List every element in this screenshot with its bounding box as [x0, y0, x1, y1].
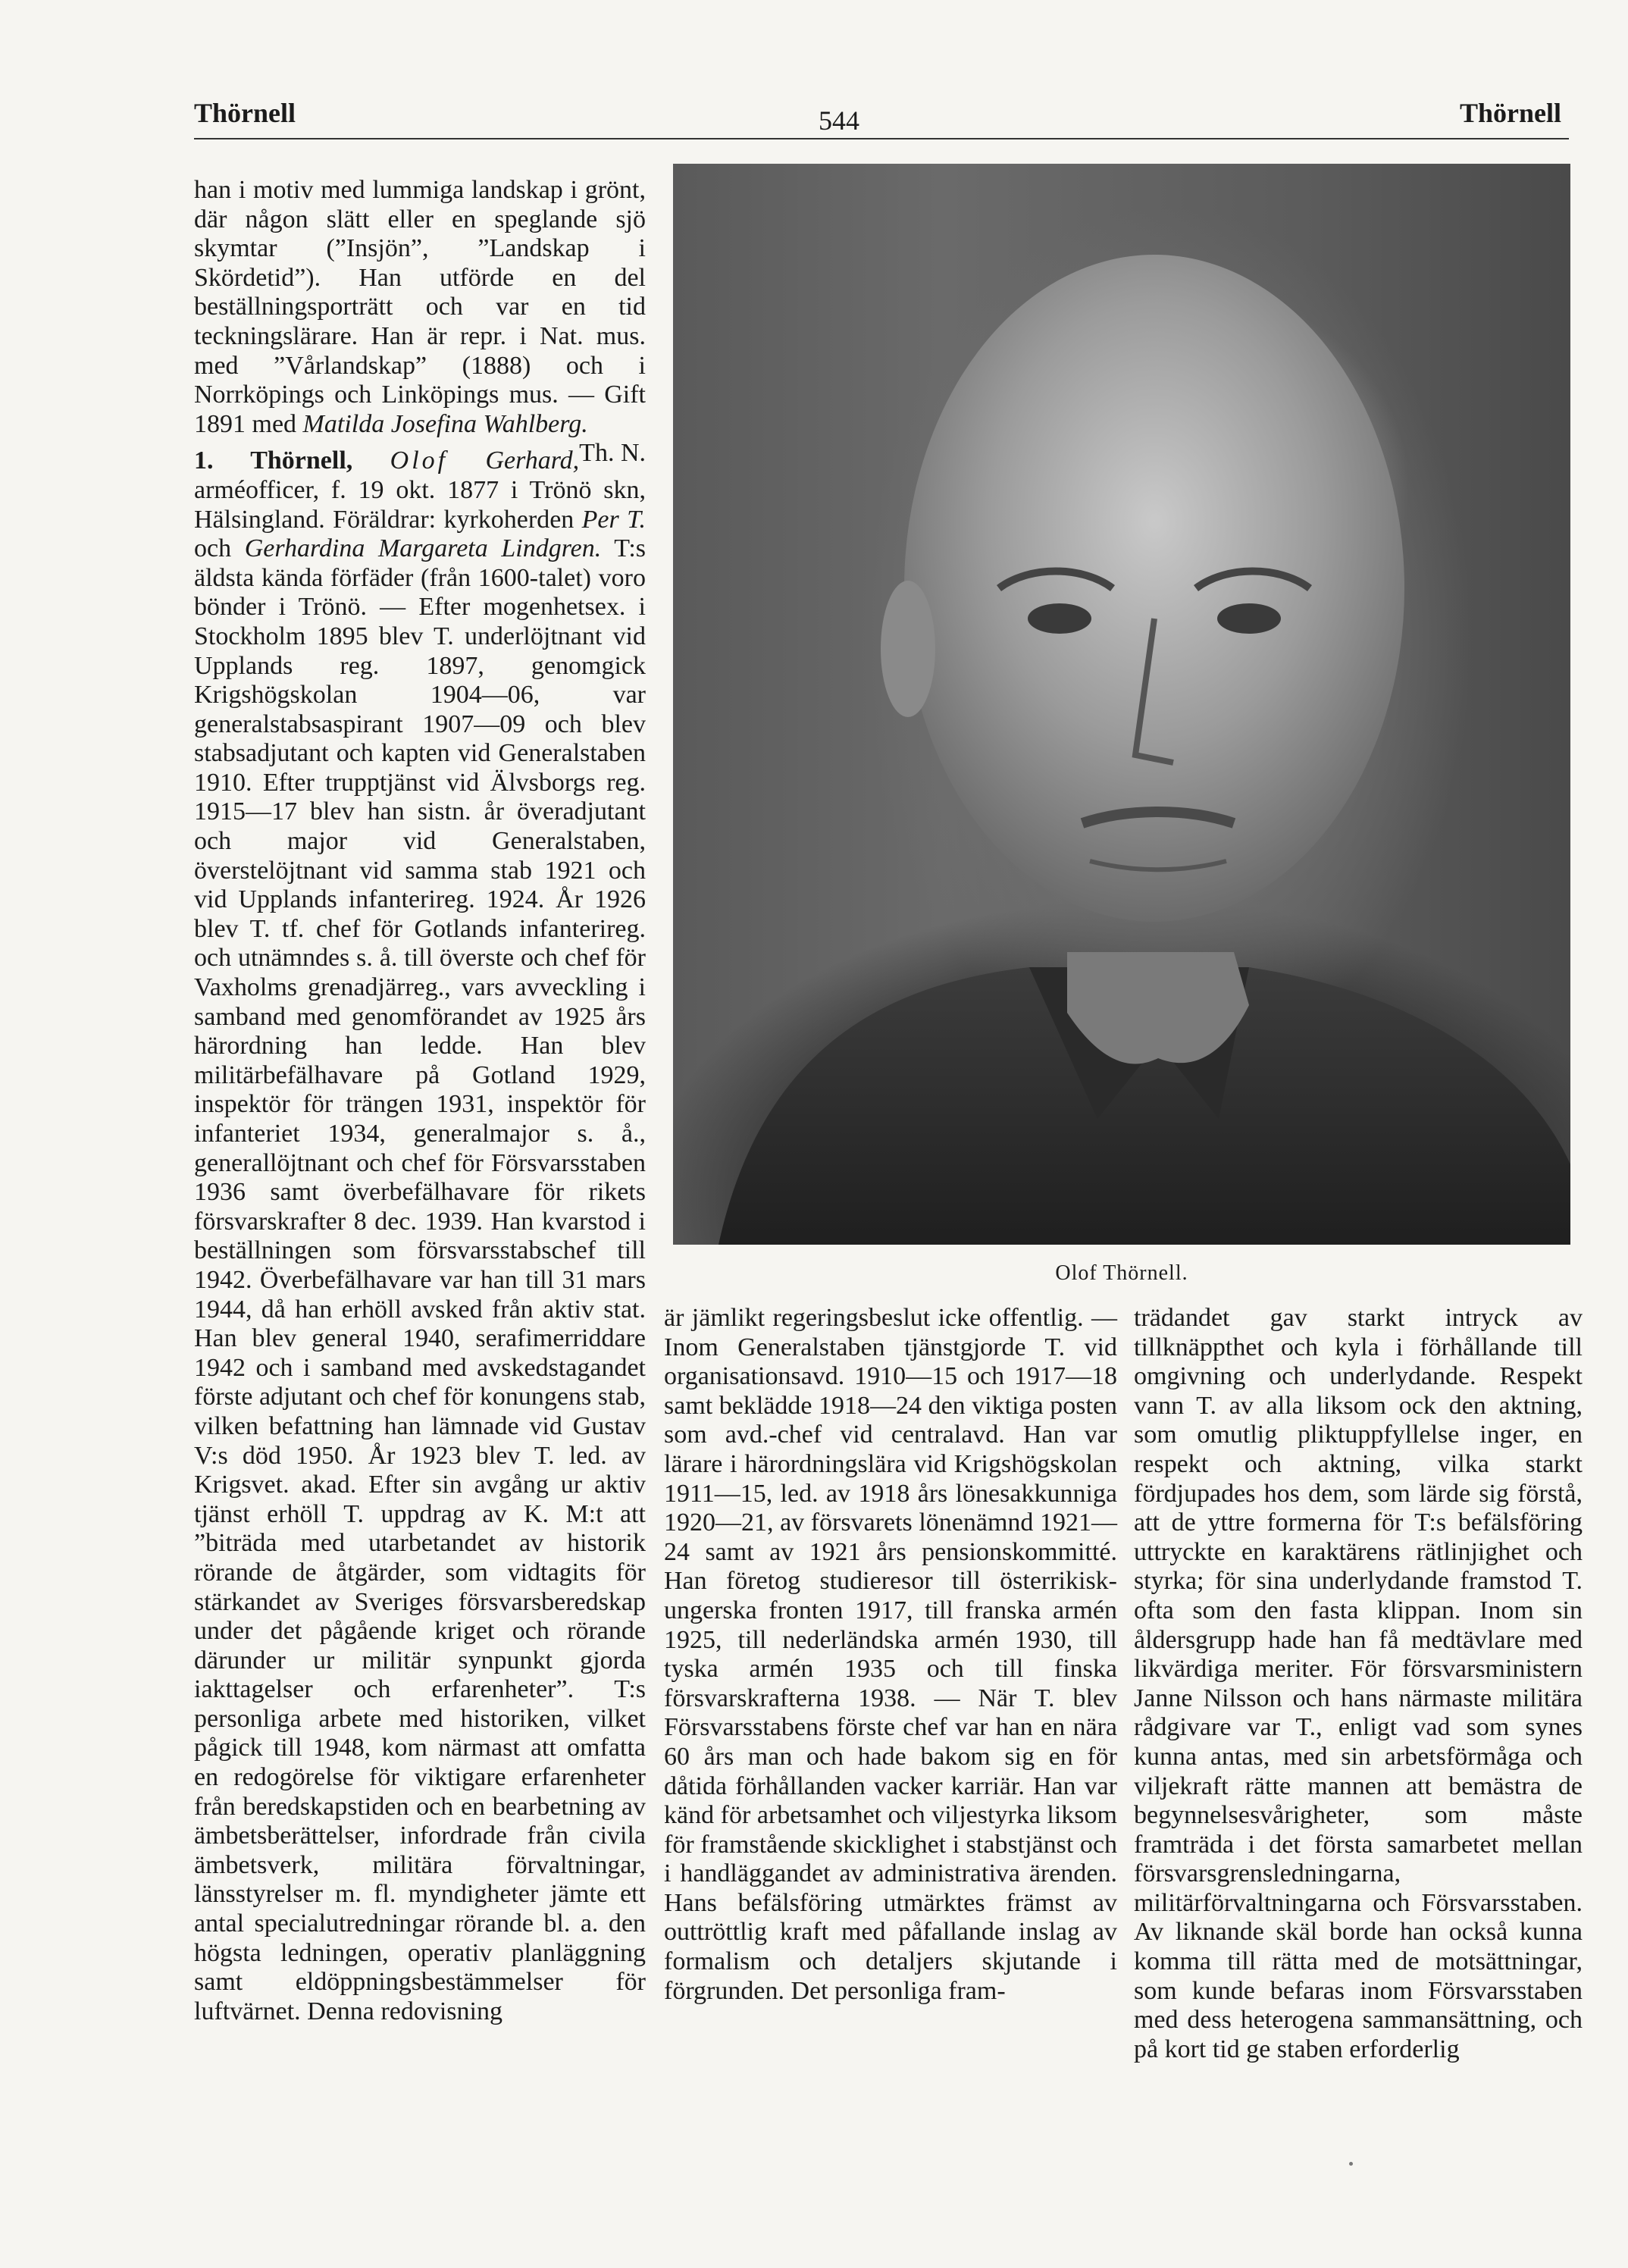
- paragraph-text: han i motiv med lummiga landskap i grönt, där någon slätt eller en speglande sjö skymtar (”Insjön”, ”Landskap i Skördetid”). Han utförde en del beställningsporträtt och var en tid teckningslärare. Han är repr. i Nat. mus. med ”Vårlandskap” (1888) och i Norrköpings och Linköpings mus. — Gift 1891 med: [194, 176, 646, 438]
- paragraph-text: och: [194, 534, 245, 563]
- paragraph: är jämlikt regeringsbeslut icke offentlig. — Inom Generalstaben tjänstgjorde T. vid organisationsavd. 1910—15 och 1917—18 samt beklädde 1918—24 den viktiga posten som avd.-chef vid centralavd. Han var lärare i härordningslära vid Krigshögskolan 1911—15, led. av 1918 års lönesakkunniga 1920—21, av försvarets lönenämnd 1921—24 samt av 1921 års pensionskommitté. Han företog studieresor till österrikisk-ungerska fronten 1917, till franska armén 1925, till nederländska armén 1930, till tyska armén 1935 och till finska försvarskrafterna 1938. — När T. blev Försvarsstabens förste chef var han en nära 60 års man och hade bakom sig en för dåtida förhållanden vacker karriär. Han var känd för arbetsamhet och viljestyrka liksom för framstående skicklighet i stabstjänst och i handläggandet av administrativa ärenden. Hans befälsföring utmärktes främst av outtröttlig kraft med påfallande inslag av formalism och detaljers skjutande i förgrunden. Det personliga fram-: [664, 1304, 1117, 2005]
- paragraph-entry: [194, 446, 646, 2026]
- father-name: Per T.: [581, 505, 646, 534]
- entry-first-name: Olof: [390, 446, 449, 475]
- entry-middle-name: Gerhard,: [485, 446, 580, 475]
- text-column-3: [1134, 1304, 1583, 2064]
- spouse-name: Matilda Josefina Wahlberg.: [302, 409, 588, 438]
- author-signature: Th. N.: [579, 439, 646, 468]
- paragraph-text: T:s äldsta kända förfäder (från 1600-talet) voro bönder i Trönö. — Efter mogenhetsex. i Stockholm 1895 blev T. underlöjtnant vid Upplands reg. 1897, genomgick Krigshögskolan 1904—06, var generalstabsaspirant 1907—09 och blev stabsadjutant och kapten vid Generalstaben 1910. Efter trupptjänst vid Älvsborgs reg. 1915—17 blev han sistn. år överadjutant och major vid Generalstaben, överstelöjtnant vid samma stab 1921 och vid Upplands infanterireg. 1924. År 1926 blev T. tf. chef för Gotlands infanterireg. och utnämndes s. å. till överste och chef för Vaxholms grenadjärreg., vars avveckling i samband med genomförandet av 1925 års härordning han ledde. Han blev militärbefälhavare på Gotland 1929, inspektör för trängen 1931, inspektör för infanteriet 1934, generalmajor s. å., generallöjtnant och chef för Försvarsstaben 1936 samt överbefälhavare för rikets försvarskrafter 8 dec. 1939. Han kvarstod i beställningen som försvarsstabschef till 1942. Överbefälhavare var han till 31 mars 1944, då han erhöll avsked från aktiv stat. Han blev general 1940, serafimerriddare 1942 och i samband med avskedstagandet förste adjutant och chef för konungens stab, vilken befattning han lämnade vid Gustav V:s död 1950. År 1923 blev T. led. av Krigsvet. akad. Efter sin avgång ur aktiv tjänst erhöll T. uppdrag av K. M:t att ”biträda med utarbetandet av historik rörande de åtgärder, som vidtagits för stärkandet av Sveriges försvarsberedskap under det pågående kriget och rörande därunder ur militär synpunkt gjorda iakttagelser och erfarenheter”. T:s personliga arbete med historiken, vilket pågick till 1948, kom närmast att omfatta en redogörelse för viktigare erfarenheter från beredskapstiden och en bearbetning av ämbetsberättelser, infordrade från civila ämbetsverk, militära förvaltningar, länsstyrelser m. fl. myndigheter jämte ett antal specialutredningar rörande bl. a. den högsta ledningen, operativ planläggning samt eldöppningsbestämmelser för luftvärnet. Denna redovisning: [194, 534, 646, 2025]
- paragraph: trädandet gav starkt intryck av tillknäppthet och kyla i förhållande till omgivning och underlydande. Respekt vann T. av alla liksom ock den aktning, som omutlig pliktuppfyllelse inger, en respekt och aktning, vilka starkt fördjupades hos dem, som lärde sig förstå, att de yttre formerna för T:s befälsföring uttryckte en karaktärens rätlinjighet och styrka; för sina underlydande framstod T. ofta som den fasta klippan. Inom sin åldersgrupp hade han få medtävlare med likvärdiga meriter. För försvarsministern Janne Nilsson och hans närmaste militära rådgivare var T., enligt vad som synes kunna antas, med sin arbetsförmåga och viljekraft rätte mannen att bemästra de begynnelsesvårigheter, som måste framträda i det första samarbetet mellan försvarsgrensledningarna, militärförvaltningarna och Försvarsstaben. Av liknande skäl borde han också kunna komma till rätta med de motsättningar, som kunde befaras inom Försvarsstaben med dess heterogena sammansättning, och på kort tid ge staben erforderlig: [1134, 1304, 1583, 2063]
- portrait-illustration: [673, 164, 1570, 1245]
- text-column-1: [194, 176, 646, 2026]
- running-head-left: Thörnell: [194, 98, 296, 128]
- paragraph-text: arméofficer, f. 19 okt. 1877 i Trönö skn, Hälsingland. Föräldrar: kyrkoherden: [194, 475, 646, 534]
- speck: [1349, 2162, 1353, 2166]
- photo-caption: Olof Thörnell.: [1055, 1261, 1188, 1285]
- header-rule: [194, 138, 1569, 139]
- portrait-photo: [673, 164, 1570, 1245]
- text-column-2: [664, 1304, 1117, 2006]
- mother-name: Gerhardina Margareta Lindgren.: [244, 534, 602, 563]
- running-head-right: Thörnell: [1460, 98, 1562, 128]
- entry-heading: 1. Thörnell,: [194, 446, 353, 475]
- page-number: 544: [819, 105, 859, 136]
